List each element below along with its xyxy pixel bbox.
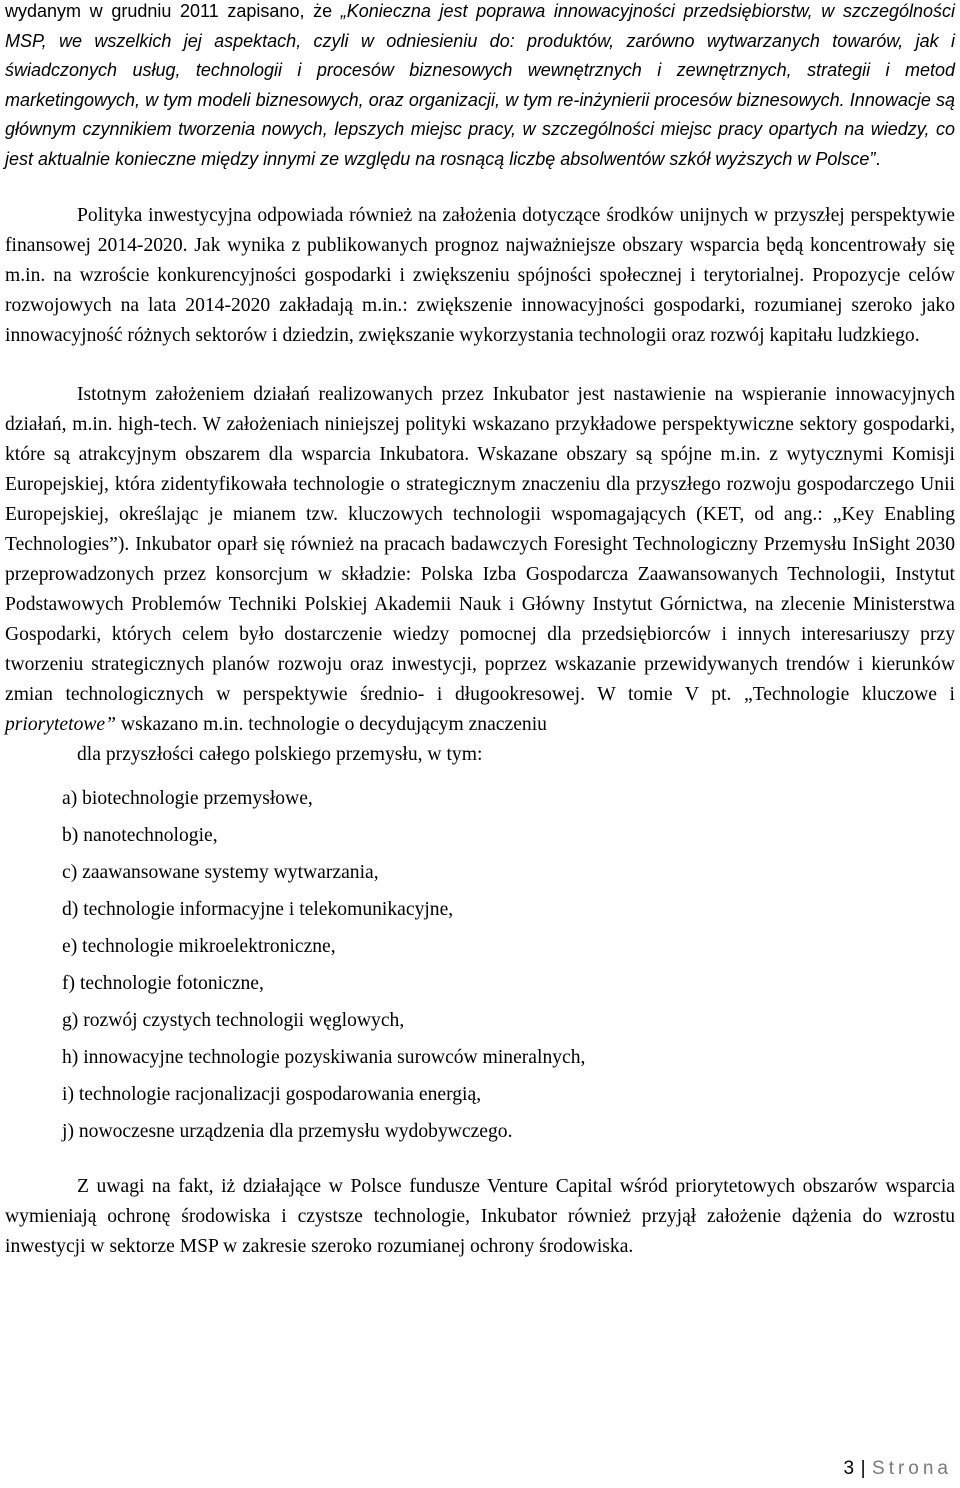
- paragraph-investment-policy: Polityka inwestycyjna odpowiada również na założenia dotyczące środków unijnych w przyszłej perspektywie finansowej 2014-2020. Jak wynika z publikowanych prognoz najważniejsze obszary wsparcia będą koncentrowały się m.in. na wzroście konkurencyjności gospodarki i zwiększeniu spójności społecznej i terytorialnej. Propozycje celów rozwojowych na lata 2014-2020 zakładają m.in.: zwiększenie innowacyjności gospodarki, rozumianej szeroko jako innowacyjność różnych sektorów i dziedzin, zwiększanie wykorzystania technologii oraz rozwój kapitału ludzkiego.: [5, 204, 955, 346]
- paragraph-quote-end: .: [875, 148, 881, 169]
- page-footer: [844, 1458, 953, 1480]
- paragraph-incubator-cont: wskazano m.in. technologie o decydującym znaczeniu: [116, 713, 547, 735]
- footer-separator: |: [860, 1458, 867, 1479]
- list-item: a) biotechnologie przemysłowe,: [62, 787, 313, 809]
- list-item: j) nowoczesne urządzenia dla przemysłu wydobywczego.: [62, 1120, 513, 1142]
- page-number: 3: [843, 1458, 855, 1479]
- list-item: h) innowacyjne technologie pozyskiwania surowców mineralnych,: [62, 1046, 586, 1068]
- paragraph-incubator-main: Istotnym założeniem działań realizowanych przez Inkubator jest nastawienie na wspieranie innowacyjnych działań, m.in. high-tech. W założeniach niniejszej polityki wskazano przykładowe perspektywiczne sektory gospodarki, które są atrakcyjnym obszarem dla wsparcia Inkubatora. Wskazane obszary są spójne m.in. z wytycznymi Komisji Europejskiej, która zidentyfikowała technologie o strategicznym znaczeniu dla przyszłego rozwoju gospodarczego Unii Europejskiej, określając je mianem tzw. kluczowych technologii wspomagających (KET, od ang.: „Key Enabling Technologies”). Inkubator oparł się również na pracach badawczych Foresight Technologiczny Przemysłu InSight 2030 przeprowadzonych przez konsorcjum w składzie: Polska Izba Gospodarcza Zaawansowanych Technologii, Instytut Podstawowych Problemów Techniki Polskiej Akademii Nauk i Główny Instytut Górnictwa, na zlecenie Ministerstwa Gospodarki, których celem było dostarczenie wiedzy pomocnej dla przedsiębiorców i innych interesariuszy przy tworzeniu strategicznych planów rozwoju oraz inwestycji, poprzez wskazanie przewidywanych trendów i kierunków zmian technologicznych w perspektywie średnio- i długookresowej. W tomie V pt. „Technologie kluczowe i: [5, 383, 955, 705]
- list-item: d) technologie informacyjne i telekomunikacyjne,: [62, 898, 454, 920]
- list-item: b) nanotechnologie,: [62, 824, 218, 846]
- paragraph-incubator-tail: dla przyszłości całego polskiego przemysłu, w tym:: [77, 743, 483, 765]
- paragraph-incubator-assumptions: [5, 380, 955, 770]
- list-item: f) technologie fotoniczne,: [62, 972, 264, 994]
- technology-list: [5, 780, 955, 1150]
- list-item: c) zaawansowane systemy wytwarzania,: [62, 861, 379, 883]
- paragraph-quote-italic: „Konieczna jest poprawa innowacyjności przedsiębiorstw, w szczególności MSP, we wszelkich jej aspektach, czyli w odniesieniu do: produktów, zarówno wytwarzanych towarów, jak i świadczonych usług, technologii i procesów biznesowych wewnętrznych i zewnętrznych, strategii i metod marketingowych, w tym modeli biznesowych, oraz organizacji, w tym re-inżynierii procesów biznesowych. Innowacje są głównym czynnikiem tworzenia nowych, lepszych miejsc pracy, w szczególności miejsc pracy opartych na wiedzy, co jest aktualnie konieczne między innymi ze względu na rosnącą liczbę absolwentów szkół wyższych w Polsce”: [5, 1, 955, 169]
- document-page: [5, 0, 955, 1262]
- paragraph-incubator-italic: priorytetowe”: [5, 713, 117, 735]
- list-item: i) technologie racjonalizacji gospodarowania energią,: [62, 1083, 482, 1105]
- page-label: Strona: [872, 1458, 952, 1479]
- list-item: g) rozwój czystych technologii węglowych,: [62, 1009, 405, 1031]
- paragraph-quote: [5, 0, 955, 175]
- paragraph-quote-intro: wydanym w grudniu 2011 zapisano, że: [5, 1, 341, 21]
- paragraph-venture-capital: Z uwagi na fakt, iż działające w Polsce fundusze Venture Capital wśród priorytetowych obszarów wsparcia wymieniają ochronę środowiska i czystsze technologie, Inkubator również przyjął założenie dążenia do wzrostu inwestycji w sektorze MSP w zakresie szeroko rozumianej ochrony środowiska.: [5, 1175, 955, 1257]
- list-item: e) technologie mikroelektroniczne,: [62, 935, 336, 957]
